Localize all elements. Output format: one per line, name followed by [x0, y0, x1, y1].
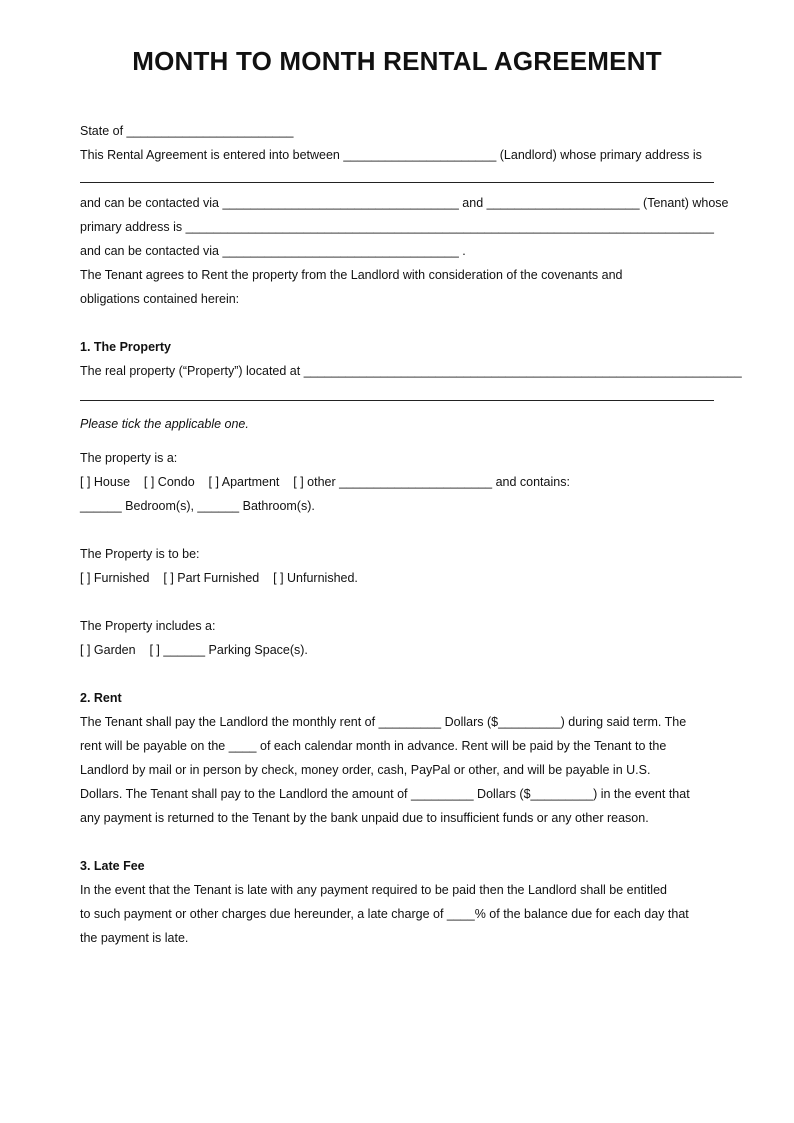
includes-options: [ ] Garden [ ] ______ Parking Space(s).	[80, 643, 308, 657]
rent-text: Landlord by mail or in person by check, money order, cash, PayPal or other, and will be payable in U.S.	[80, 763, 651, 777]
rent-text: rent will be payable on the ____ of each calendar month in advance. Rent will be paid by the Tenant to the	[80, 739, 667, 753]
includes-label: The Property includes a:	[80, 619, 216, 633]
furnishing-label: The Property is to be:	[80, 547, 200, 561]
contact-line: and can be contacted via __________________________________ and ______________________ (Tenant) whose	[80, 196, 729, 210]
rent-text: The Tenant shall pay the Landlord the monthly rent of _________ Dollars ($_________) during said term. The	[80, 715, 687, 729]
tenant-address-line: primary address is ____________________________________________________________________________	[80, 220, 714, 234]
rent-text: any payment is returned to the Tenant by the bank unpaid due to insufficient funds or any other reason.	[80, 811, 649, 825]
intro-text: The Tenant agrees to Rent the property from the Landlord with consideration of the covenants and	[80, 268, 623, 282]
furnishing-options: [ ] Furnished [ ] Part Furnished [ ] Unfurnished.	[80, 571, 358, 585]
landlord-address-blank	[80, 182, 714, 183]
late-fee-text: In the event that the Tenant is late with any payment required to be paid then the Landlord shall be entitled	[80, 883, 667, 897]
property-type-label: The property is a:	[80, 451, 178, 465]
section-heading-late-fee: 3. Late Fee	[80, 859, 145, 873]
state-line: State of ________________________	[80, 124, 294, 138]
section-heading-rent: 2. Rent	[80, 691, 122, 705]
section-heading-property: 1. The Property	[80, 340, 171, 354]
late-fee-text: the payment is late.	[80, 931, 189, 945]
tick-instruction: Please tick the applicable one.	[80, 417, 249, 431]
property-location-line: The real property (“Property”) located at _______________________________________________________________	[80, 364, 742, 378]
document-title: MONTH TO MONTH RENTAL AGREEMENT	[132, 46, 662, 76]
property-type-options: [ ] House [ ] Condo [ ] Apartment [ ] other ______________________ and contains:	[80, 475, 570, 489]
property-location-blank	[80, 400, 714, 401]
parties-line: This Rental Agreement is entered into between ______________________ (Landlord) whose primary address is	[80, 148, 702, 162]
rooms-line: ______ Bedroom(s), ______ Bathroom(s).	[80, 499, 315, 513]
late-fee-text: to such payment or other charges due hereunder, a late charge of ____% of the balance due for each day that	[80, 907, 689, 921]
rent-text: Dollars. The Tenant shall pay to the Landlord the amount of _________ Dollars ($_________) in the event that	[80, 787, 690, 801]
tenant-contact-line: and can be contacted via __________________________________ .	[80, 244, 466, 258]
intro-text: obligations contained herein:	[80, 292, 240, 306]
